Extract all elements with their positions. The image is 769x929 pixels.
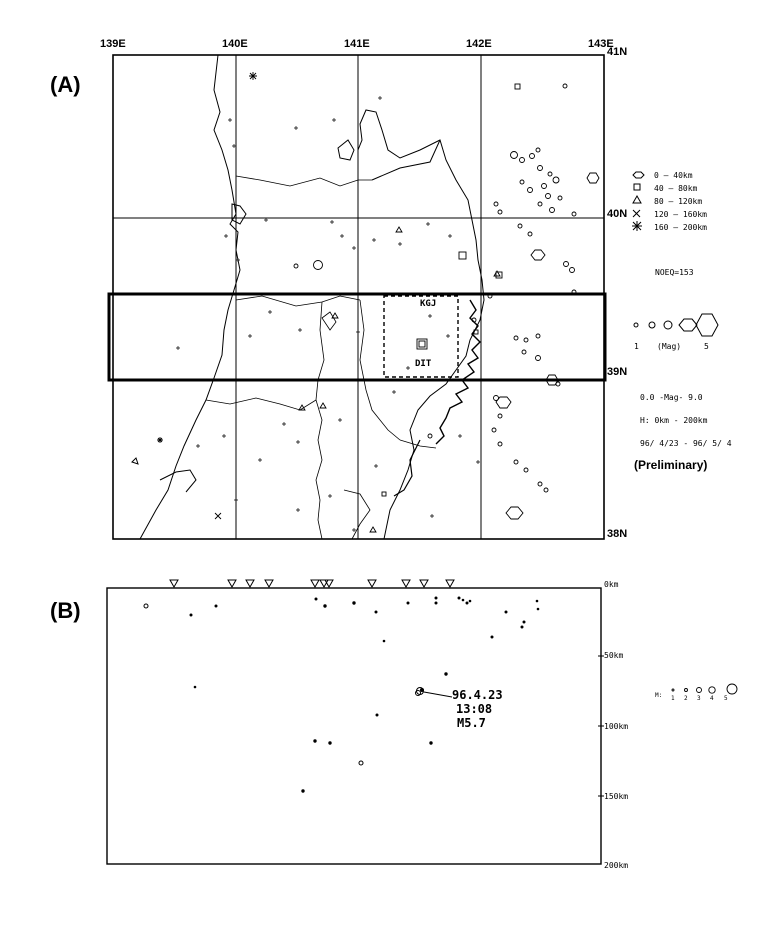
depth-range: H: 0km - 200km <box>640 416 708 425</box>
epicenter-circle <box>536 356 541 361</box>
epicenter-circle <box>544 488 548 492</box>
epicenter-hexagon <box>587 173 599 183</box>
mag-range: 0.0 -Mag- 9.0 <box>640 393 703 402</box>
epicenter-circle <box>538 166 543 171</box>
event-annotation-magnitude: M5.7 <box>457 716 486 730</box>
epicenter-triangle <box>396 227 402 232</box>
epicenter-circle <box>514 336 518 340</box>
depth-tick-200: 200km <box>604 861 629 870</box>
mag-legend-min: 1 <box>634 342 639 351</box>
preliminary-label: (Preliminary) <box>634 458 708 472</box>
section-mag-prefix: M: <box>655 692 663 699</box>
epicenter-asterisk <box>249 72 257 80</box>
lon-tick-142e: 142E <box>466 38 492 50</box>
mag-legend-max: 5 <box>704 342 709 351</box>
epicenter-circle <box>428 434 432 438</box>
epicenter-circle <box>498 210 502 214</box>
date-range: 96/ 4/23 - 96/ 5/ 4 <box>640 439 732 448</box>
epicenter-circle <box>520 180 524 184</box>
epicenter-cross <box>215 513 221 519</box>
epicenter-circle <box>498 414 502 418</box>
section-mag-4: 4 <box>710 695 714 702</box>
epicenter-circle <box>294 264 298 268</box>
epicenter-circle <box>522 350 526 354</box>
epicenter-triangle <box>320 403 326 408</box>
depth-tick-50: 50km <box>604 651 624 660</box>
section-mag-legend <box>672 684 737 694</box>
epicenter-circle <box>314 261 323 270</box>
section-mag-5: 5 <box>724 695 728 702</box>
depth-tick-150: 150km <box>604 792 629 801</box>
epicenter-markers <box>157 72 599 532</box>
epicenter-circle <box>528 188 533 193</box>
epicenter-circle <box>514 460 518 464</box>
panel-a-label: (A) <box>50 72 81 97</box>
epicenter-square <box>459 252 466 259</box>
legend-cross-icon <box>633 210 640 217</box>
lon-tick-140e: 140E <box>222 38 248 50</box>
epicenter-triangle <box>332 313 338 318</box>
epicenter-circle <box>494 202 498 206</box>
legend-circle-icon <box>633 172 644 178</box>
epicenter-circle <box>570 268 575 273</box>
epicenter-square <box>419 341 425 347</box>
depth-legend <box>632 172 644 231</box>
epicenter-circle <box>572 212 576 216</box>
depth-legend-label-2: 40 — 80km <box>654 184 698 193</box>
lon-tick-139e: 139E <box>100 38 126 50</box>
lat-tick-39n: 39N <box>607 366 628 378</box>
map-mag-legend <box>634 314 718 336</box>
epicenter-square <box>382 492 386 496</box>
depth-tick-100: 100km <box>604 722 629 731</box>
epicenter-circle <box>530 154 535 159</box>
legend-asterisk-icon <box>632 221 642 231</box>
epicenter-hexagon <box>531 250 545 260</box>
epicenter-triangle <box>370 527 376 532</box>
epicenter-circle <box>546 194 551 199</box>
epicenter-circle <box>553 177 559 183</box>
epicenter-square <box>417 339 427 349</box>
station-label-dit: DIT <box>415 359 432 369</box>
epicenter-circle <box>518 224 522 228</box>
epicenter-circle <box>558 196 562 200</box>
epicenter-circle <box>548 172 552 176</box>
legend-triangle-icon <box>633 196 641 203</box>
epicenter-asterisk <box>157 437 163 443</box>
event-annotation-date: 96.4.23 <box>452 688 503 702</box>
epicenter-circle <box>511 152 518 159</box>
legend-square-icon <box>634 184 640 190</box>
panel-b-label: (B) <box>50 598 81 623</box>
epicenter-circle <box>538 482 542 486</box>
coastline <box>132 55 484 539</box>
lat-tick-38n: 38N <box>607 528 628 540</box>
epicenter-hexagon <box>496 397 511 408</box>
depth-legend-label-1: 0 — 40km <box>654 171 693 180</box>
section-mag-2: 2 <box>684 695 688 702</box>
epicenter-circle <box>492 428 496 432</box>
station-triangles <box>170 580 454 587</box>
hypocenter-markers <box>144 597 539 792</box>
epicenter-circle <box>528 232 532 236</box>
epicenter-square <box>515 84 520 89</box>
event-count: NOEQ=153 <box>655 268 694 277</box>
epicenter-circle <box>536 148 540 152</box>
event-annotation-time: 13:08 <box>456 702 493 716</box>
lon-tick-143e: 143E <box>588 38 614 50</box>
depth-section-frame <box>107 588 604 864</box>
epicenter-circle <box>563 84 567 88</box>
depth-tick-0: 0km <box>604 580 619 589</box>
depth-legend-label-4: 120 — 160km <box>654 210 707 219</box>
station-label-kgj: KGJ <box>420 299 437 309</box>
lon-tick-141e: 141E <box>344 38 370 50</box>
epicenter-circle <box>524 338 528 342</box>
epicenter-hexagon <box>506 507 523 519</box>
epicenter-circle <box>542 184 547 189</box>
mag-legend-label: (Mag) <box>657 342 682 351</box>
lat-tick-41n: 41N <box>607 46 628 58</box>
lat-tick-40n: 40N <box>607 208 628 220</box>
epicenter-circle <box>520 158 525 163</box>
epicenter-circle <box>564 262 569 267</box>
epicenter-circle <box>538 202 542 206</box>
section-mag-3: 3 <box>697 695 701 702</box>
epicenter-circle <box>524 468 528 472</box>
map-frame <box>109 55 605 539</box>
epicenter-circle <box>550 208 555 213</box>
depth-legend-label-3: 80 — 120km <box>654 197 703 206</box>
depth-legend-label-5: 160 — 200km <box>654 223 707 232</box>
epicenter-circle <box>498 442 502 446</box>
epicenter-circle <box>536 334 540 338</box>
section-mag-1: 1 <box>671 695 675 702</box>
